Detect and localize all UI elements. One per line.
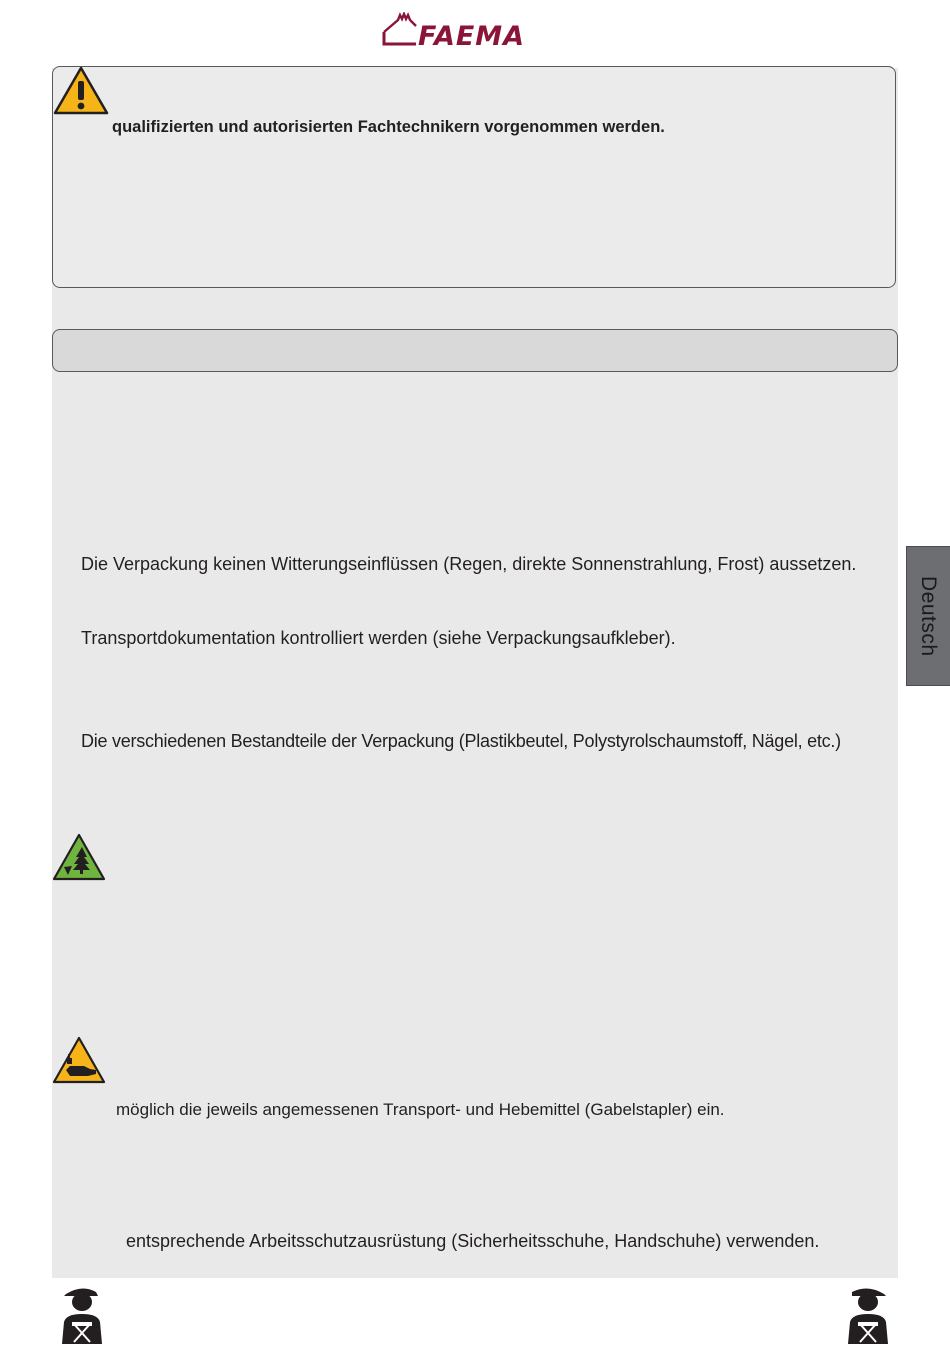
worker-icon — [52, 1284, 116, 1344]
faema-logo — [382, 12, 568, 48]
transport-instruction: Transportdokumentation kontrolliert werden (siehe Verpackungsaufkleber). — [81, 628, 676, 648]
packaging-instruction: Die verschiedenen Bestandteile der Verpackung (Plastikbeutel, Polystyrolschaumstoff, Nägel, etc.) — [81, 731, 841, 751]
hand-crush-warning-icon — [52, 1036, 106, 1084]
warning-triangle-icon — [53, 66, 109, 116]
lifting-instruction: möglich die jeweils angemessenen Transport- und Hebemittel (Gabelstapler) ein. — [116, 1100, 725, 1119]
weather-instruction: Die Verpackung keinen Witterungseinflüssen (Regen, direkte Sonnenstrahlung, Frost) aussetzen. — [81, 554, 857, 574]
warning-text: qualifizierten und autorisierten Fachtechnikern vorgenommen werden. — [112, 118, 665, 136]
section-heading-bar — [52, 329, 898, 372]
worker-icon — [834, 1284, 898, 1344]
environment-warning-icon — [52, 833, 106, 881]
protection-instruction: entsprechende Arbeitsschutzausrüstung (Sicherheitsschuhe, Handschuhe) verwenden. — [126, 1231, 820, 1251]
language-tab-label: Deutsch — [917, 575, 940, 657]
warning-box — [52, 66, 896, 288]
svg-text:FAEMA: FAEMA — [418, 21, 526, 48]
